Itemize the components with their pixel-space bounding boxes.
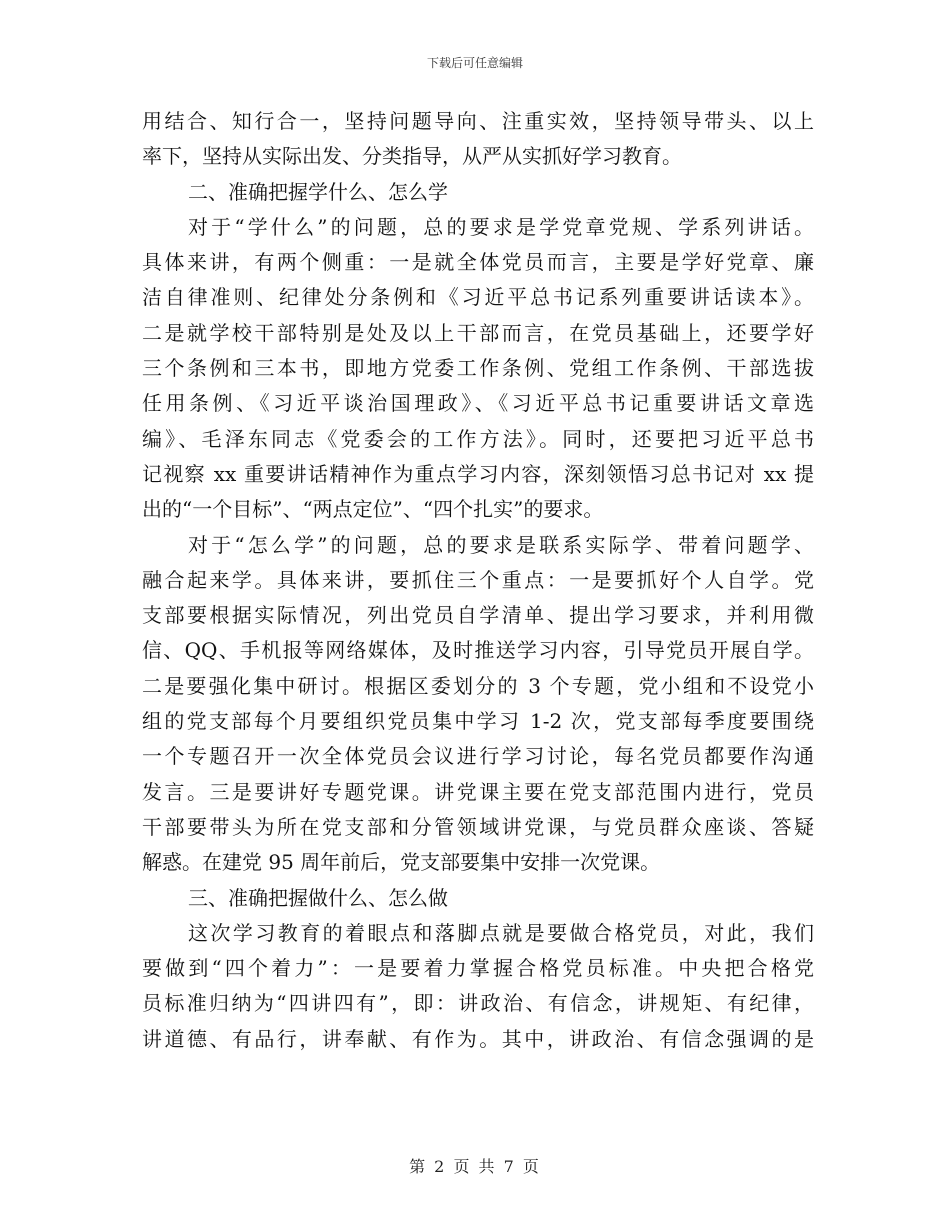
text-line: 一个专题召开一次全体党员会议进行学习讨论，每名党员都要作沟通 (142, 744, 814, 769)
text-line: 这次学习教育的着眼点和落脚点就是要做合格党员，对此，我们 (188, 920, 814, 945)
text-line: 对于“学什么”的问题，总的要求是学党章党规、学系列讲话。 (188, 214, 814, 239)
text-line: 组的党支部每个月要组织党员集中学习 1-2 次，党支部每季度要围绕 (142, 709, 814, 734)
text-line: 发言。三是要讲好专题党课。讲党课主要在党支部范围内进行，党员 (142, 779, 814, 804)
text-line: 干部要带头为所在党支部和分管领域讲党课，与党员群众座谈、答疑 (142, 814, 814, 839)
text-line: 具体来讲，有两个侧重：一是就全体党员而言，主要是学好党章、廉 (142, 250, 814, 275)
text-line: 解惑。在建党 95 周年前后，党支部要集中安排一次党课。 (142, 850, 661, 875)
text-line: 要做到“四个着力”：一是要着力掌握合格党员标准。中央把合格党 (142, 956, 814, 981)
body-text (142, 104, 814, 1057)
text-line: 员标准归纳为“四讲四有”，即：讲政治、有信念，讲规矩、有纪律， (142, 991, 814, 1016)
text-line: 对于“怎么学”的问题，总的要求是联系实际学、带着问题学、 (188, 532, 814, 557)
text-line: 讲道德、有品行，讲奉献、有作为。其中，讲政治、有信念强调的是 (142, 1026, 814, 1051)
text-line: 信、QQ、手机报等网络媒体，及时推送学习内容，引导党员开展自学。 (142, 638, 814, 663)
text-line: 三、准确把握做什么、怎么做 (188, 885, 448, 910)
text-line: 用结合、知行合一，坚持问题导向、注重实效，坚持领导带头、以上 (142, 109, 814, 133)
text-line: 二是就学校干部特别是处及以上干部而言，在党员基础上，还要学好 (142, 320, 814, 345)
text-line: 二、准确把握学什么、怎么学 (188, 179, 448, 204)
text-line: 支部要根据实际情况，列出党员自学清单、提出学习要求，并利用微 (142, 603, 814, 628)
text-line: 编》、毛泽东同志《党委会的工作方法》。同时，还要把习近平总书 (142, 426, 814, 451)
text-line: 洁自律准则、纪律处分条例和《习近平总书记系列重要讲话读本》。 (142, 285, 814, 310)
text-line: 率下，坚持从实际出发、分类指导，从严从实抓好学习教育。 (142, 144, 682, 169)
text-line: 出的“一个目标”、“两点定位”、“四个扎实”的要求。 (142, 497, 604, 522)
text-line: 二是要强化集中研讨。根据区委划分的 3 个专题，党小组和不设党小 (142, 673, 814, 698)
page-header: 下载后可任意编辑 (426, 56, 523, 70)
text-line: 记视察 xx 重要讲话精神作为重点学习内容，深刻领悟习总书记对 xx 提 (142, 461, 814, 486)
page-footer: 第 2 页 共 7 页 (409, 1157, 541, 1176)
text-line: 三个条例和三本书，即地方党委工作条例、党组工作条例、干部选拔 (142, 356, 814, 381)
text-line: 任用条例、《习近平谈治国理政》、《习近平总书记重要讲话文章选 (142, 391, 814, 416)
text-line: 融合起来学。具体来讲，要抓住三个重点：一是要抓好个人自学。党 (142, 567, 814, 592)
